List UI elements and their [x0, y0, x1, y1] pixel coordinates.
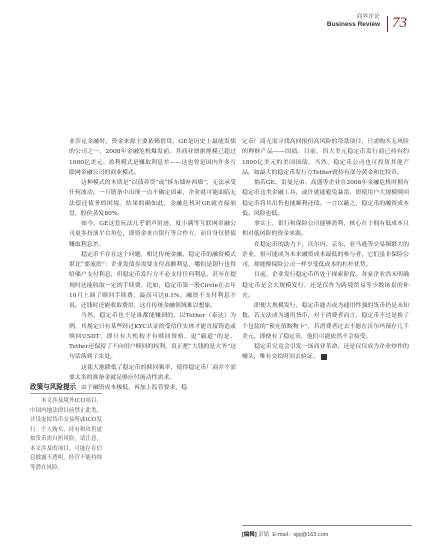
footer-divider [242, 525, 412, 526]
paragraph: 在稳定币的助力下，沃尔玛、京东、亚马逊等交易频繁大的企业，很可能成为未来融资成本最低的参与者，它们虽非保险公司，却能像保险公司一样享受低成本的杠杆优势。 [242, 241, 409, 268]
paragraph: 稳定币不存在这个问题，相比传统金融，稳定币的融资模式堪比“要流氓”：企业发债券需要支付高额利息，哪怕是银行也得给储户支付利息，但稳定币发行方不必支付任何利息，甚至在提现时还能收取一定的手续费。比如，稳定币第一股Circle在去年10月上调了赎回手续费，最高可达0.1%，融资不支付利息不说，还钱时还能收取费用，这在传统金融领域难以想象。 [69, 251, 236, 309]
risk-notice-title: 政策与风险提示 [30, 381, 102, 394]
magazine-name-cn: 商界评论 [356, 14, 380, 20]
paragraph: 目前，企业发行稳定币仍处于探索阶段。各家企业尚未明确稳定币是会大规模发行，还是仅作为跨境贸易等少数场景的补充。 [242, 272, 409, 299]
paragraph-text: 稳定币究竟会引发一场商业革命，还是仅仅成为企业炒作的噱头，唯有交给时间去验证。 [242, 344, 409, 361]
magazine-name-en: Business Review [326, 21, 380, 28]
editor-name: 彭婧 [258, 532, 270, 538]
editor-label: 编辑 [243, 532, 255, 538]
paragraph: 由于融资成本极低，再加上监管要求，稳 [81, 385, 188, 391]
end-of-article-mark [321, 354, 327, 360]
paragraph: 这种模式的本质是“以债养贷”或“拆东墙补西墙”，无法承受任何波动。一旦链条中出现一点不确定因素，企业就可能面临无法偿还债务的困境。结果的确如此，金融危机时GE就直接崩盘，股价蒸发80%。 [69, 180, 236, 217]
risk-notice-text: 本文涉及境外ICO项目，中国内地法律目前禁止此类、并设虚拟货币交易所或ICO发行。个人购买、持有和出售虚拟货币需自担风险，请注意，本文涉及的项目，可能存在信息披露不透明，经营不能持续等潜在风险。 [30, 398, 102, 471]
editor-email: sjpj@163.com [293, 532, 329, 538]
page-header [327, 14, 407, 38]
editor-credit: [编辑] 彭婧 E-mail：sjpj@163.com [242, 532, 329, 538]
paragraph: 倘若GE、雷曼兄弟、高盛等企业在2008年金融危机时拥有稳定币这类金融工具，或许就能避免暴雷，即使用户大规模赎回稳定币将其出售也能顺利还债。一言以蔽之，稳定币的融资成本低、风险也低。 [242, 180, 409, 217]
page-number: 73 [392, 15, 407, 31]
article-column-left [69, 137, 236, 393]
paragraph: 定币厂商无需寻找高回报但高风险的贷款项目，只需购买无风险的理财产品——国债。目前，四大美元稳定币发行商已持有约1800亿美元的美国国债，当然，稳定币公司也可投资其他产品，如最大的稳定币发行方Tether就持有部分黄金和比特币。 [242, 139, 409, 176]
paragraph: 事实上，银行和保险公司能够盈利，核心在于拥有低成本且相对低风险的资金来源。 [242, 221, 409, 238]
paragraph: 这使大地降低了稳定币的赎回频率，使得稳定币厂商并不需要太多的准备金就足够应付流动性需求。 [69, 364, 236, 381]
magazine-title [327, 14, 380, 29]
paragraph: 当然，稳定币也不是谁都能赚到的，以Tether（泰达）为例，其规定只有某些经过KYC认证的受信任实体才能直接铸造或赎回USDT，即只有大机构才有赎回资格，更“霸道”的是，Tether还保留了不向用户赎回的权利，真正把“大钱的是大爷”这句话落到了实处。 [69, 313, 236, 361]
paragraph: 业涉足金融时，资金来源主要依赖借贷。GE是历史上最能发债的公司之一，2008年金融危机爆发前，其商业票据规模已超过1000亿美元。盈利模式是赚取利息差——这也曾是国内许多互联网金融公司的商业模式。 [69, 139, 236, 176]
email-label: E-mail： [272, 532, 294, 538]
article-column-right [242, 137, 409, 363]
paragraph: 即便大规模发行，稳定币能否成为通用性强的货币仍是未知数。若无法成为通用货币，对于消费者而言，稳定币不过是换了个包装的“预充值购物卡”，若消费者过去不愿在沃尔玛预存几千美元，即便有了稳定币，他们可能依然不会接受。 [242, 303, 409, 340]
header-divider [387, 16, 388, 32]
risk-notice-box [30, 381, 102, 473]
paragraph: 如今，GE这套玩法几乎销声匿迹，度小满等互联网金融公司更多扮演平台角色，即资金来自银行等合作方，而自身仅借债赚取利息差。 [69, 221, 236, 248]
paragraph-final [242, 342, 409, 363]
